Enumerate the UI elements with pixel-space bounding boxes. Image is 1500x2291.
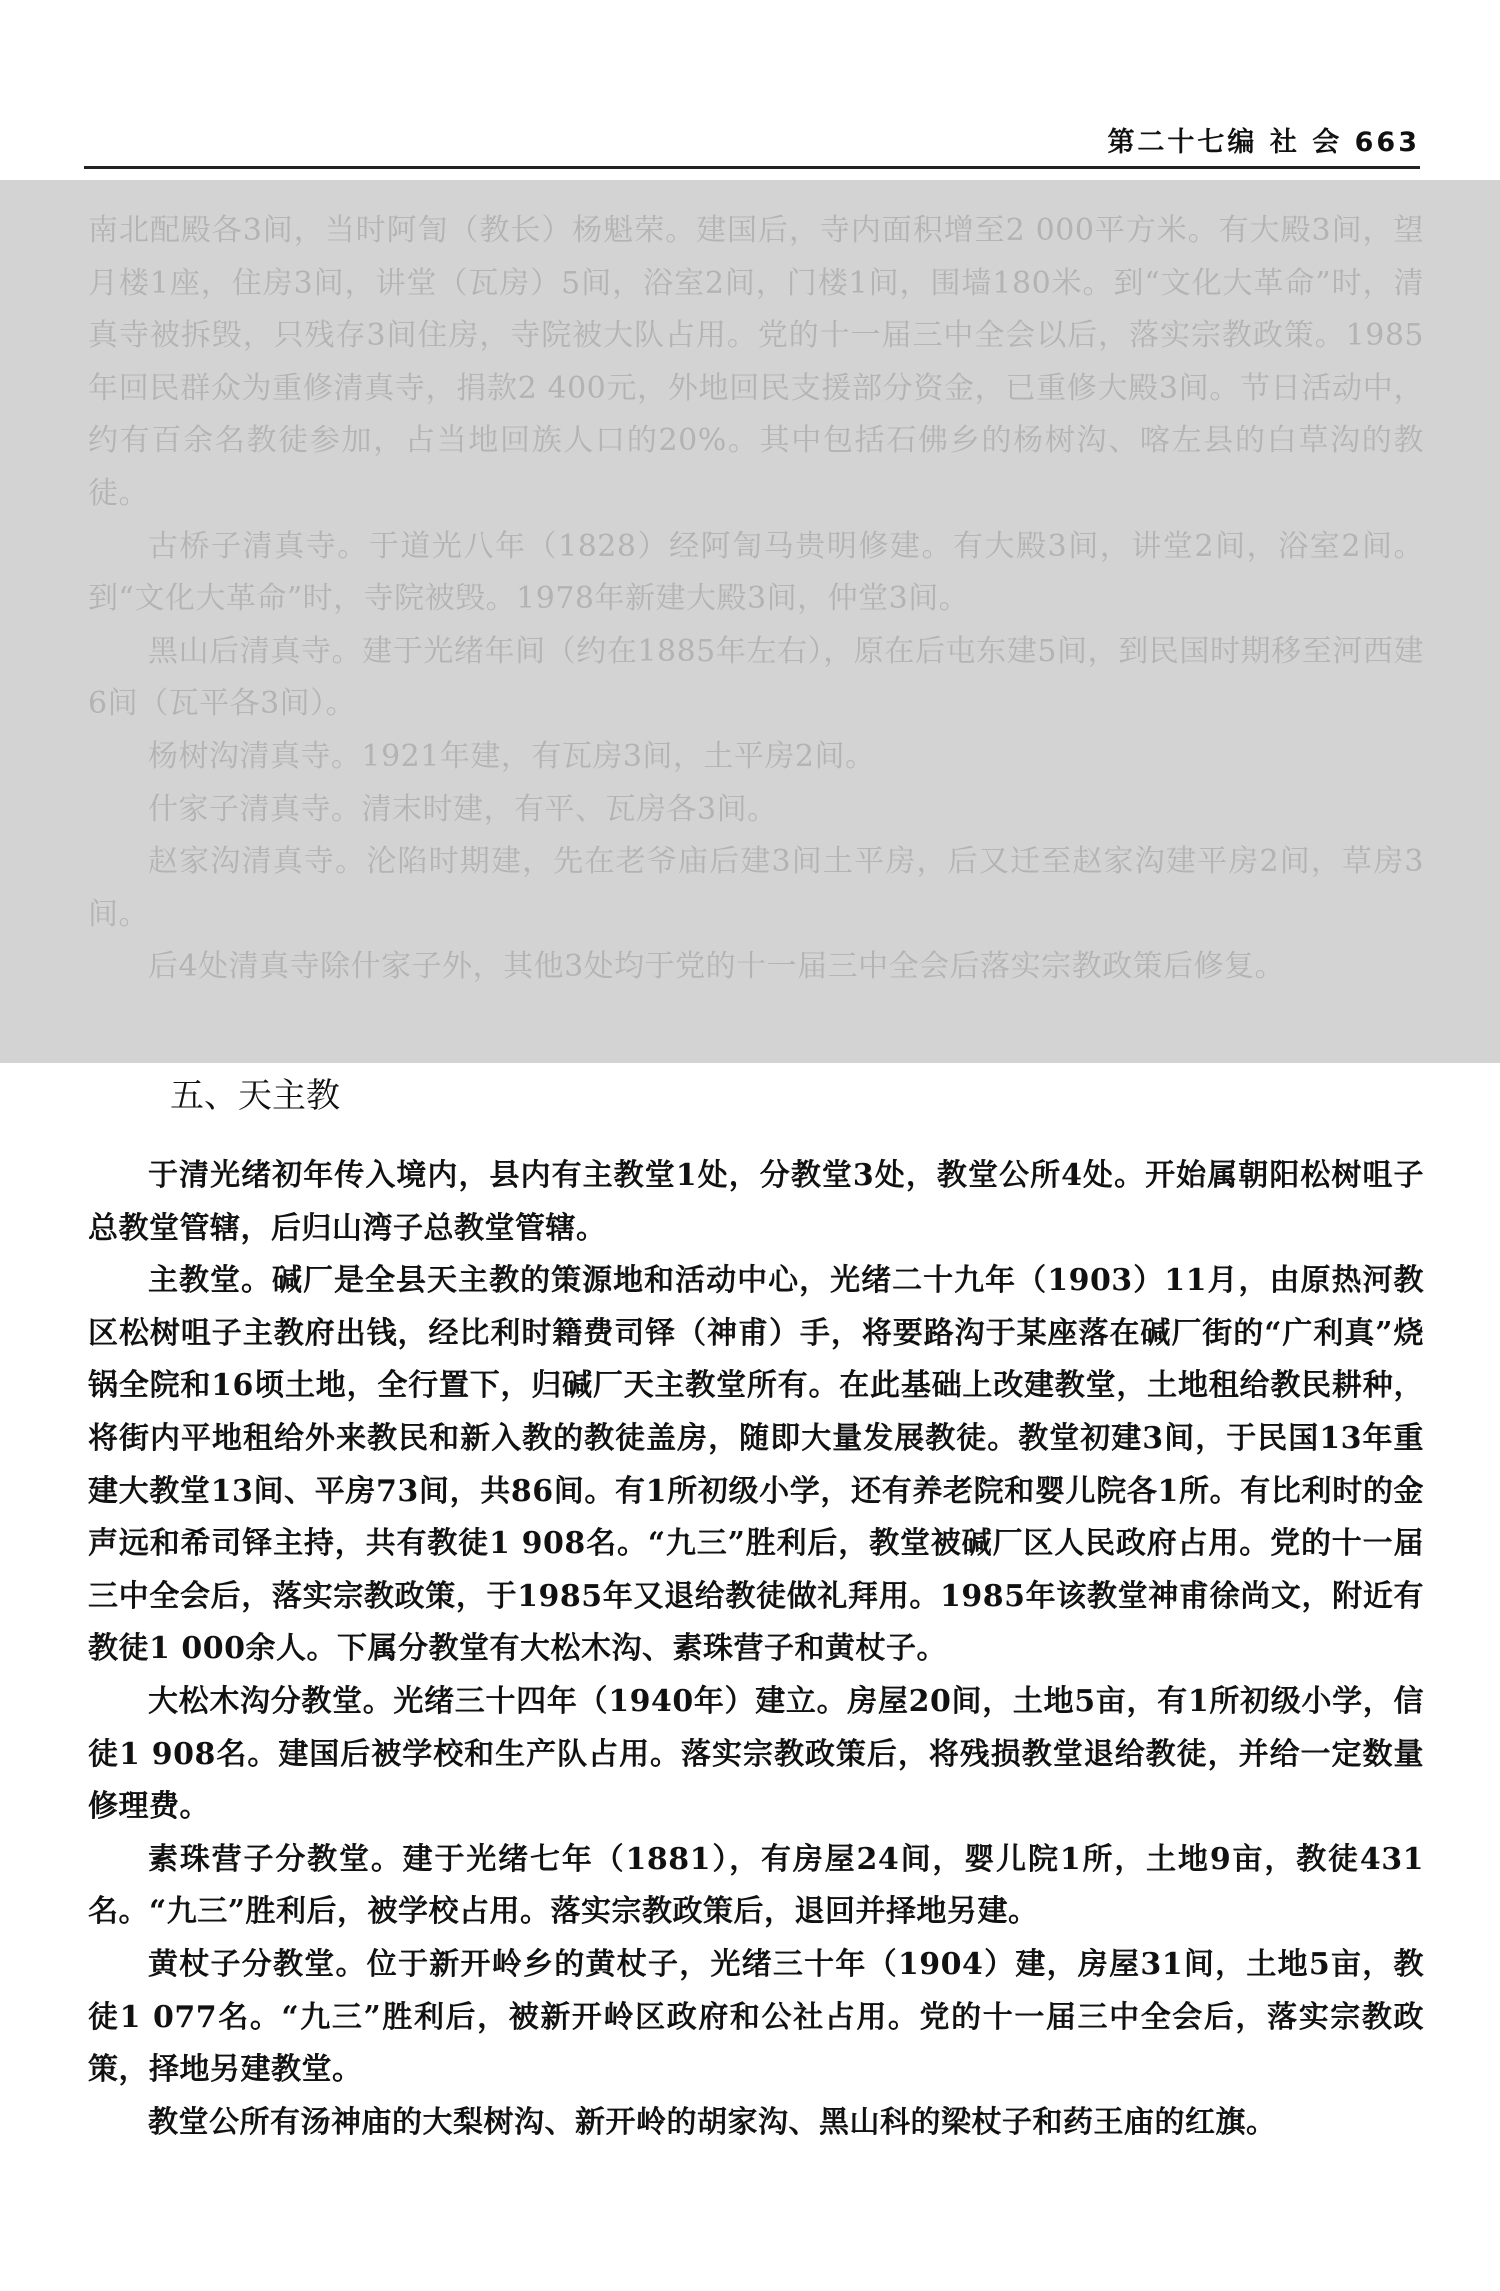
paragraph: 后4处清真寺除什家子外，其他3处均于党的十一届三中全会后落实宗教政策后修复。 <box>148 949 1286 985</box>
paragraph: 教堂公所有汤神庙的大梨树沟、新开岭的胡家沟、黑山科的梁杖子和药王庙的红旗。 <box>148 2104 1277 2140</box>
paragraph: 于清光绪初年传入境内，县内有主教堂1处，分教堂3处，教堂公所4处。开始属朝阳松树咀子总教堂管辖，后归山湾子总教堂管辖。 <box>88 1158 1424 1246</box>
paragraph: 什家子清真寺。清末时建，有平、瓦房各3间。 <box>148 791 778 827</box>
paragraph: 黑山后清真寺。建于光绪年间（约在1885年左右），原在后屯东建5间，到民国时期移至河西建6间（瓦平各3间）。 <box>88 633 1424 722</box>
paragraph: 南北配殿各3间，当时阿訇（教长）杨魁荣。建国后，寺内面积增至2 000平方米。有大殿3间，望月楼1座，住房3间，讲堂（瓦房）5间，浴室2间，门楼1间，围墙180米。到“文化大革命”时，清真寺被拆毁，只残存3间住房，寺院被大队占用。党的十一届三中全会以后，落实宗教政策。1985年回民群众为重修清真寺，捐款2 400元，外地回民支援部分资金，已重修大殿3间。节日活动中，约有百余名教徒参加，占当地回族人口的20%。其中包括石佛乡的杨树沟、喀左县的白草沟的教徒。 <box>88 213 1424 511</box>
paragraph: 黄杖子分教堂。位于新开岭乡的黄杖子，光绪三十年（1904）建，房屋31间，土地5亩，教徒1 077名。“九三”胜利后，被新开岭区政府和公社占用。党的十一届三中全会后，落实宗教政策，择地另建教堂。 <box>88 1946 1424 2088</box>
paragraph: 赵家沟清真寺。沦陷时期建，先在老爷庙后建3间土平房，后又迁至赵家沟建平房2间，草房3间。 <box>88 844 1424 932</box>
paragraph: 大松木沟分教堂。光绪三十四年（1940年）建立。房屋20间，土地5亩，有1所初级小学，信徒1 908名。建国后被学校和生产队占用。落实宗教政策后，将残损教堂退给教徒，并给一定数量修理费。 <box>88 1683 1424 1825</box>
header-rule <box>84 166 1420 169</box>
paragraph: 素珠营子分教堂。建于光绪七年（1881），有房屋24间，婴儿院1所，土地9亩，教徒431名。“九三”胜利后，被学校占用。落实宗教政策后，退回并择地另建。 <box>88 1841 1424 1930</box>
running-header: 第二十七编 社 会 663 <box>1107 127 1420 158</box>
section-title: 五、天主教 <box>170 1076 340 1116</box>
paragraph: 杨树沟清真寺。1921年建，有瓦房3间，土平房2间。 <box>148 738 876 774</box>
paragraph: 主教堂。碱厂是全县天主教的策源地和活动中心，光绪二十九年（1903）11月，由原热河教区松树咀子主教府出钱，经比利时籍费司铎（神甫）手，将要路沟于某座落在碱厂街的“广利真”烧锅全院和16顷土地，全行置下，归碱厂天主教堂所有。在此基础上改建教堂，土地租给教民耕种，将街内平地租给外来教民和新入教的教徒盖房，随即大量发展教徒。教堂初建3间，于民国13年重建大教堂13间、平房73间，共86间。有1所初级小学，还有养老院和婴儿院各1所。有比利时的金声远和希司铎主持，共有教徒1 908名。“九三”胜利后，教堂被碱厂区人民政府占用。党的十一届三中全会后，落实宗教政策，于1985年又退给教徒做礼拜用。1985年该教堂神甫徐尚文，附近有教徒1 000余人。下属分教堂有大松木沟、素珠营子和黄杖子。 <box>88 1263 1424 1667</box>
section-body <box>88 1150 1424 2149</box>
previous-section-text <box>88 205 1424 994</box>
paragraph: 古桥子清真寺。于道光八年（1828）经阿訇马贵明修建。有大殿3间，讲堂2间，浴室2间。到“文化大革命”时，寺院被毁。1978年新建大殿3间，仲堂3间。 <box>88 528 1424 617</box>
